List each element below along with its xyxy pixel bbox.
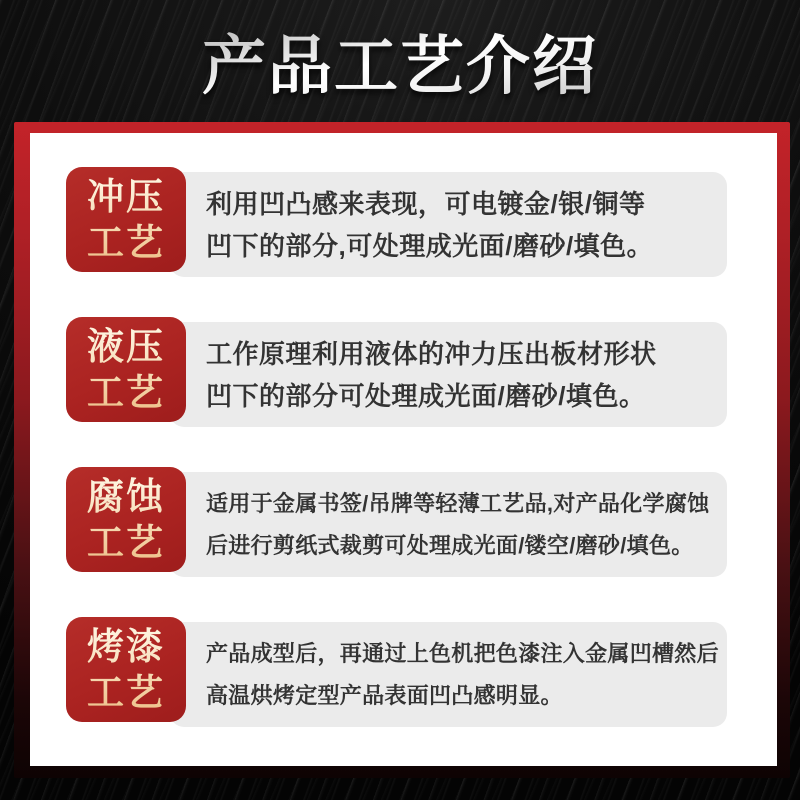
header [0, 0, 800, 122]
badge-label [87, 324, 165, 416]
badge-label-line2: 工艺 [87, 521, 165, 563]
process-description-panel [170, 622, 727, 727]
page-title: 产品工艺介绍 [202, 15, 598, 107]
description-line: 后进行剪纸式裁剪可处理成光面/镂空/磨砂/填色。 [206, 532, 694, 558]
process-card [30, 133, 777, 766]
badge-label [87, 474, 165, 566]
badge-label-line2: 工艺 [87, 671, 165, 713]
badge-label-line1: 冲压 [87, 175, 165, 217]
description-line: 适用于金属书签/吊牌等轻薄工艺品,对产品化学腐蚀 [206, 490, 710, 516]
process-row-hydraulic [66, 317, 777, 422]
process-row-stamping [66, 167, 777, 272]
process-description-panel [170, 322, 727, 427]
process-badge-baked-paint [66, 617, 186, 722]
badge-label-line2: 工艺 [87, 371, 165, 413]
process-row-baked-paint [66, 617, 777, 722]
description-line: 凹下的部分可处理成光面/磨砂/填色。 [206, 380, 646, 411]
process-badge-etching [66, 467, 186, 572]
badge-label [87, 174, 165, 266]
badge-label-line2: 工艺 [87, 221, 165, 263]
process-card-frame [14, 122, 790, 778]
process-description-panel [170, 472, 727, 577]
badge-label [87, 624, 165, 716]
process-description-panel [170, 172, 727, 277]
description-line: 利用凹凸感来表现，可电镀金/银/铜等 [206, 188, 646, 219]
description-line: 高温烘烤定型产品表面凹凸感明显。 [206, 682, 563, 708]
description-line: 产品成型后，再通过上色机把色漆注入金属凹槽然后 [206, 640, 719, 666]
process-badge-hydraulic [66, 317, 186, 422]
badge-label-line1: 腐蚀 [87, 475, 165, 517]
process-row-etching [66, 467, 777, 572]
description-line: 工作原理利用液体的冲力压出板材形状 [206, 338, 657, 369]
process-badge-stamping [66, 167, 186, 272]
badge-label-line1: 烤漆 [87, 625, 165, 667]
description-line: 凹下的部分,可处理成光面/磨砂/填色。 [206, 230, 654, 261]
badge-label-line1: 液压 [87, 325, 165, 367]
